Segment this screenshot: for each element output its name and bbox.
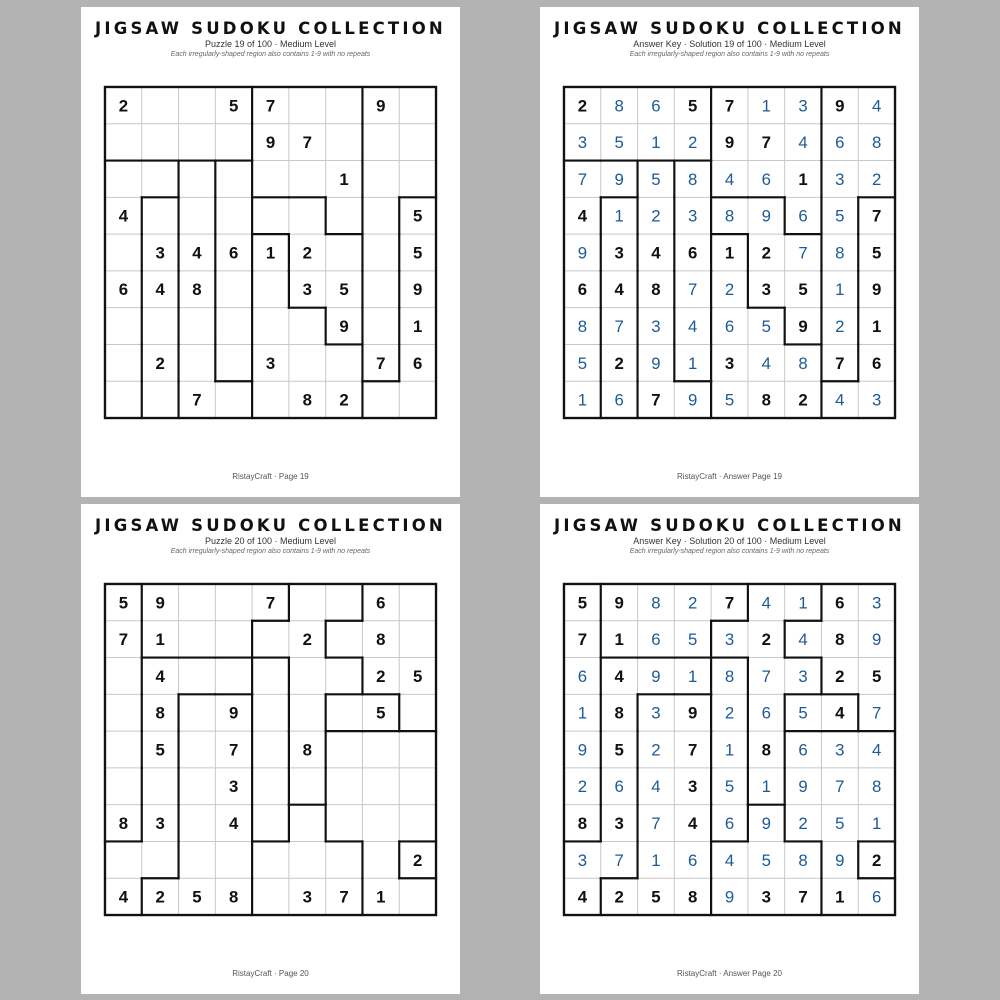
- page-subtitle: Answer Key · Solution 20 of 100 · Medium Level: [633, 536, 826, 546]
- given-digit: 3: [614, 813, 624, 833]
- solution-digit: 9: [614, 169, 624, 189]
- given-digit: 8: [761, 740, 771, 760]
- solution-digit: 4: [835, 390, 845, 410]
- given-digit: 7: [577, 630, 588, 650]
- given-digit: 6: [688, 243, 698, 263]
- solution-digit: 2: [688, 593, 698, 613]
- given-digit: 7: [265, 593, 276, 613]
- page-title: JIGSAW SUDOKU COLLECTION: [554, 516, 905, 535]
- solution-digit: 7: [577, 169, 588, 189]
- given-digit: 9: [798, 316, 808, 336]
- given-digit: 7: [798, 887, 808, 907]
- solution-digit: 2: [835, 316, 845, 336]
- given-digit: 8: [192, 280, 202, 300]
- given-digit: 5: [688, 96, 698, 116]
- given-digit: 2: [761, 243, 771, 263]
- solution-digit: 9: [871, 630, 882, 650]
- given-digit: 6: [871, 353, 882, 373]
- solution-digit: 8: [614, 96, 624, 116]
- given-digit: 8: [118, 813, 129, 833]
- solution-digit: 6: [835, 133, 845, 153]
- given-digit: 3: [229, 777, 239, 797]
- solution-digit: 8: [724, 206, 735, 226]
- solution-digit: 8: [798, 850, 808, 870]
- solution-digit: 6: [761, 703, 771, 723]
- given-digit: 4: [229, 813, 239, 833]
- solution-digit: 1: [688, 666, 698, 686]
- solution-digit: 1: [761, 96, 771, 116]
- given-digit: 7: [688, 740, 698, 760]
- solution-digit: 8: [724, 666, 735, 686]
- solution-digit: 1: [651, 133, 661, 153]
- given-digit: 2: [761, 630, 771, 650]
- given-digit: 5: [339, 280, 349, 300]
- solution-digit: 6: [761, 169, 771, 189]
- given-digit: 2: [155, 887, 165, 907]
- solution-digit: 6: [871, 887, 882, 907]
- given-digit: 8: [302, 740, 312, 760]
- given-digit: 6: [577, 280, 588, 300]
- given-digit: 4: [577, 887, 588, 907]
- page-subtitle: Answer Key · Solution 19 of 100 · Medium Level: [633, 39, 826, 49]
- given-digit: 7: [376, 353, 386, 373]
- solution-digit: 1: [798, 593, 808, 613]
- solution-digit: 4: [688, 316, 698, 336]
- solution-digit: 2: [724, 280, 735, 300]
- given-digit: 5: [871, 666, 882, 686]
- solution-digit: 9: [577, 740, 588, 760]
- solution-digit: 9: [761, 813, 771, 833]
- given-digit: 5: [577, 593, 588, 613]
- given-digit: 7: [651, 390, 661, 410]
- sudoku-grid: [562, 582, 897, 917]
- given-digit: 8: [651, 280, 661, 300]
- solution-digit: 5: [835, 206, 845, 226]
- solution-digit: 5: [577, 353, 588, 373]
- given-digit: 5: [798, 280, 808, 300]
- given-digit: 3: [761, 280, 771, 300]
- given-digit: 2: [155, 353, 165, 373]
- solution-digit: 1: [577, 703, 588, 723]
- solution-digit: 7: [871, 703, 882, 723]
- given-digit: 5: [155, 740, 165, 760]
- solution-digit: 2: [651, 740, 661, 760]
- solution-digit: 9: [761, 206, 771, 226]
- given-digit: 8: [376, 630, 386, 650]
- given-digit: 7: [871, 206, 882, 226]
- page-footer: RistayCraft · Page 20: [232, 969, 309, 978]
- solution-digit: 1: [651, 850, 661, 870]
- given-digit: 7: [339, 887, 349, 907]
- given-digit: 3: [302, 887, 312, 907]
- solution-digit: 4: [761, 353, 771, 373]
- solution-digit: 3: [798, 666, 808, 686]
- given-digit: 7: [761, 133, 771, 153]
- given-digit: 2: [118, 96, 129, 116]
- solution-digit: 8: [651, 593, 661, 613]
- page-note: Each irregularly-shaped region also contains 1-9 with no repeats: [170, 548, 371, 555]
- sudoku-grid: [562, 85, 897, 420]
- given-digit: 9: [339, 316, 349, 336]
- solution-digit: 5: [761, 316, 771, 336]
- page-footer: RistayCraft · Page 19: [232, 472, 309, 481]
- solution-digit: 4: [761, 593, 771, 613]
- given-digit: 1: [339, 169, 349, 189]
- solution-digit: 5: [761, 850, 771, 870]
- solution-digit: 7: [614, 316, 624, 336]
- given-digit: 4: [192, 243, 202, 263]
- given-digit: 1: [614, 630, 624, 650]
- solution-digit: 1: [871, 813, 882, 833]
- given-digit: 4: [118, 887, 129, 907]
- solution-digit: 3: [871, 593, 882, 613]
- solution-digit: 1: [688, 353, 698, 373]
- given-digit: 2: [339, 390, 349, 410]
- given-digit: 8: [688, 887, 698, 907]
- page-note: Each irregularly-shaped region also contains 1-9 with no repeats: [629, 51, 830, 58]
- given-digit: 5: [376, 703, 386, 723]
- given-digit: 9: [265, 133, 276, 153]
- given-digit: 7: [118, 630, 129, 650]
- answer-page-19: [540, 7, 919, 497]
- given-digit: 7: [724, 593, 735, 613]
- solution-digit: 7: [688, 280, 698, 300]
- given-digit: 6: [118, 280, 129, 300]
- given-digit: 5: [412, 206, 423, 226]
- given-digit: 3: [265, 353, 276, 373]
- solution-digit: 8: [871, 133, 882, 153]
- solution-digit: 6: [688, 850, 698, 870]
- solution-digit: 2: [724, 703, 735, 723]
- given-digit: 5: [192, 887, 202, 907]
- given-digit: 1: [155, 630, 165, 650]
- solution-digit: 8: [871, 777, 882, 797]
- given-digit: 5: [871, 243, 882, 263]
- given-digit: 4: [614, 666, 624, 686]
- given-digit: 9: [412, 280, 423, 300]
- solution-digit: 9: [651, 666, 661, 686]
- given-digit: 9: [155, 593, 165, 613]
- solution-digit: 9: [577, 243, 588, 263]
- given-digit: 2: [614, 887, 624, 907]
- given-digit: 3: [688, 777, 698, 797]
- solution-digit: 2: [651, 206, 661, 226]
- solution-digit: 2: [688, 133, 698, 153]
- solution-digit: 3: [798, 96, 808, 116]
- given-digit: 4: [118, 206, 129, 226]
- given-digit: 4: [577, 206, 588, 226]
- solution-digit: 3: [577, 850, 588, 870]
- solution-digit: 6: [798, 206, 808, 226]
- solution-digit: 5: [688, 630, 698, 650]
- page-title: JIGSAW SUDOKU COLLECTION: [95, 516, 446, 535]
- given-digit: 3: [614, 243, 624, 263]
- given-digit: 2: [835, 666, 845, 686]
- solution-digit: 8: [798, 353, 808, 373]
- solution-digit: 7: [835, 777, 845, 797]
- given-digit: 1: [265, 243, 276, 263]
- solution-digit: 4: [871, 96, 882, 116]
- solution-digit: 3: [651, 703, 661, 723]
- given-digit: 4: [835, 703, 845, 723]
- solution-digit: 6: [614, 390, 624, 410]
- solution-digit: 5: [724, 777, 735, 797]
- given-digit: 4: [651, 243, 661, 263]
- solution-digit: 6: [577, 666, 588, 686]
- solution-digit: 3: [577, 133, 588, 153]
- given-digit: 8: [302, 390, 312, 410]
- given-digit: 6: [229, 243, 239, 263]
- solution-digit: 2: [871, 169, 882, 189]
- given-digit: 4: [155, 280, 165, 300]
- solution-digit: 5: [798, 703, 808, 723]
- given-digit: 8: [761, 390, 771, 410]
- given-digit: 3: [302, 280, 312, 300]
- given-digit: 5: [614, 740, 624, 760]
- given-digit: 2: [614, 353, 624, 373]
- given-digit: 8: [835, 630, 845, 650]
- page-title: JIGSAW SUDOKU COLLECTION: [95, 19, 446, 38]
- solution-digit: 8: [577, 316, 588, 336]
- solution-digit: 9: [835, 850, 845, 870]
- solution-digit: 3: [688, 206, 698, 226]
- given-digit: 2: [577, 96, 588, 116]
- page-footer: RistayCraft · Answer Page 20: [677, 969, 782, 978]
- page-subtitle: Puzzle 20 of 100 · Medium Level: [204, 536, 337, 546]
- given-digit: 6: [412, 353, 423, 373]
- solution-digit: 3: [835, 169, 845, 189]
- given-digit: 4: [688, 813, 698, 833]
- solution-digit: 9: [724, 887, 735, 907]
- given-digit: 3: [724, 353, 735, 373]
- page-note: Each irregularly-shaped region also contains 1-9 with no repeats: [170, 51, 371, 58]
- given-digit: 1: [724, 243, 735, 263]
- given-digit: 2: [302, 630, 312, 650]
- given-digit: 2: [302, 243, 312, 263]
- solution-digit: 9: [688, 390, 698, 410]
- sudoku-grid: [103, 85, 438, 420]
- given-digit: 9: [871, 280, 882, 300]
- given-digit: 3: [761, 887, 771, 907]
- given-digit: 5: [412, 666, 423, 686]
- given-digit: 1: [871, 316, 882, 336]
- solution-digit: 1: [761, 777, 771, 797]
- solution-digit: 6: [724, 813, 735, 833]
- given-digit: 8: [614, 703, 624, 723]
- given-digit: 7: [192, 390, 202, 410]
- solution-digit: 3: [724, 630, 735, 650]
- answer-page-20: [540, 504, 919, 994]
- solution-digit: 1: [577, 390, 588, 410]
- solution-digit: 7: [761, 666, 771, 686]
- solution-digit: 6: [798, 740, 808, 760]
- solution-digit: 1: [724, 740, 735, 760]
- given-digit: 7: [229, 740, 239, 760]
- solution-digit: 1: [835, 280, 845, 300]
- solution-digit: 5: [724, 390, 735, 410]
- solution-digit: 6: [724, 316, 735, 336]
- given-digit: 5: [229, 96, 239, 116]
- given-digit: 5: [651, 887, 661, 907]
- puzzle-page-20: [81, 504, 460, 994]
- solution-digit: 5: [835, 813, 845, 833]
- given-digit: 9: [229, 703, 239, 723]
- given-digit: 3: [155, 243, 165, 263]
- solution-digit: 2: [798, 813, 808, 833]
- given-digit: 1: [835, 887, 845, 907]
- solution-digit: 6: [614, 777, 624, 797]
- solution-digit: 8: [688, 169, 698, 189]
- solution-digit: 9: [798, 777, 808, 797]
- given-digit: 8: [155, 703, 165, 723]
- solution-digit: 4: [724, 850, 735, 870]
- solution-digit: 4: [871, 740, 882, 760]
- solution-digit: 4: [798, 133, 808, 153]
- given-digit: 2: [798, 390, 808, 410]
- solution-digit: 7: [798, 243, 808, 263]
- given-digit: 2: [871, 850, 882, 870]
- solution-digit: 4: [651, 777, 661, 797]
- given-digit: 5: [412, 243, 423, 263]
- given-digit: 3: [155, 813, 165, 833]
- given-digit: 1: [798, 169, 808, 189]
- solution-digit: 7: [614, 850, 624, 870]
- given-digit: 7: [265, 96, 276, 116]
- given-digit: 6: [835, 593, 845, 613]
- given-digit: 9: [835, 96, 845, 116]
- solution-digit: 7: [651, 813, 661, 833]
- page-subtitle: Puzzle 19 of 100 · Medium Level: [204, 39, 337, 49]
- page-footer: RistayCraft · Answer Page 19: [677, 472, 782, 481]
- solution-digit: 3: [835, 740, 845, 760]
- sudoku-grid: [103, 582, 438, 917]
- solution-digit: 2: [577, 777, 588, 797]
- solution-digit: 5: [651, 169, 661, 189]
- solution-digit: 8: [835, 243, 845, 263]
- given-digit: 7: [835, 353, 845, 373]
- given-digit: 8: [229, 887, 239, 907]
- given-digit: 8: [577, 813, 588, 833]
- given-digit: 1: [376, 887, 386, 907]
- solution-digit: 9: [651, 353, 661, 373]
- given-digit: 9: [724, 133, 735, 153]
- solution-digit: 4: [724, 169, 735, 189]
- puzzle-page-19: [81, 7, 460, 497]
- given-digit: 6: [376, 593, 386, 613]
- solution-digit: 6: [651, 630, 661, 650]
- solution-digit: 4: [798, 630, 808, 650]
- given-digit: 1: [412, 316, 423, 336]
- solution-digit: 5: [614, 133, 624, 153]
- given-digit: 4: [614, 280, 624, 300]
- given-digit: 2: [376, 666, 386, 686]
- page-title: JIGSAW SUDOKU COLLECTION: [554, 19, 905, 38]
- solution-digit: 3: [871, 390, 882, 410]
- page-note: Each irregularly-shaped region also contains 1-9 with no repeats: [629, 548, 830, 555]
- given-digit: 9: [688, 703, 698, 723]
- given-digit: 5: [118, 593, 129, 613]
- given-digit: 7: [302, 133, 312, 153]
- given-digit: 7: [724, 96, 735, 116]
- solution-digit: 3: [651, 316, 661, 336]
- given-digit: 4: [155, 666, 165, 686]
- solution-digit: 6: [651, 96, 661, 116]
- given-digit: 9: [614, 593, 624, 613]
- solution-digit: 1: [614, 206, 624, 226]
- given-digit: 2: [412, 850, 423, 870]
- given-digit: 9: [376, 96, 386, 116]
